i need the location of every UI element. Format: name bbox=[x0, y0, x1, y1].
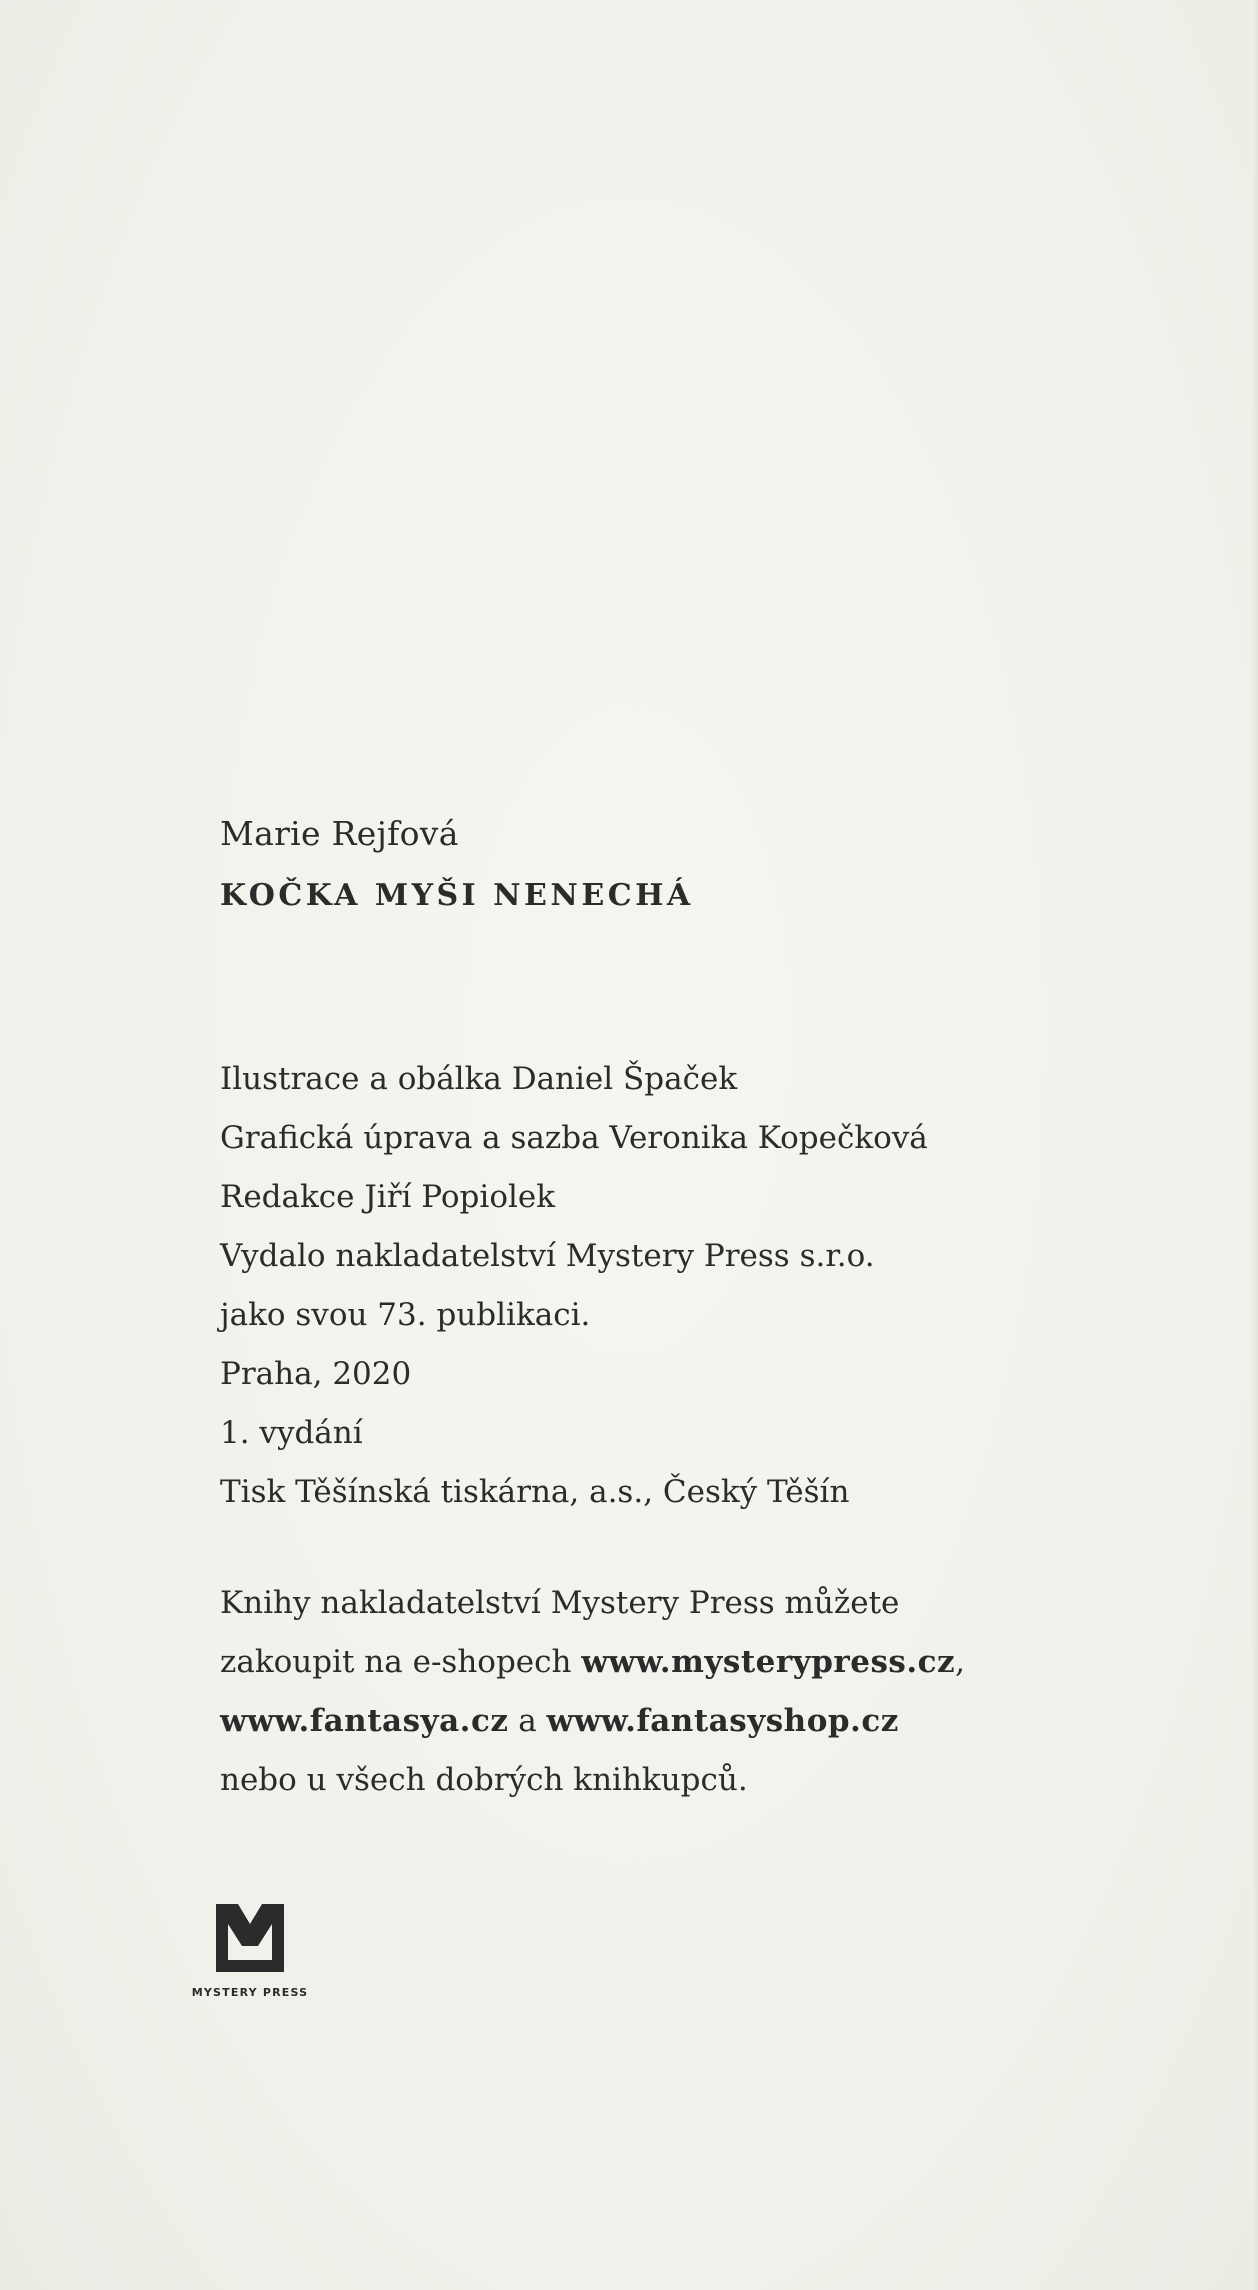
credits-block bbox=[220, 1050, 1120, 1522]
url-fantasya[interactable]: www.fantasya.cz bbox=[220, 1703, 509, 1739]
credit-line-publication-number: jako svou 73. publikaci. bbox=[220, 1297, 591, 1333]
url-fantasyshop[interactable]: www.fantasyshop.cz bbox=[546, 1703, 899, 1739]
page-edge bbox=[1250, 0, 1258, 2290]
shop-info bbox=[220, 1574, 1120, 1810]
shop-line-2-text: zakoupit na e-shopech bbox=[220, 1644, 582, 1680]
credit-line-illustration: Ilustrace a obálka Daniel Špaček bbox=[220, 1061, 738, 1097]
url-mysterypress[interactable]: www.mysterypress.cz bbox=[581, 1644, 956, 1680]
shop-line-4: nebo u všech dobrých knihkupců. bbox=[220, 1762, 748, 1798]
shop-line-1: Knihy nakladatelství Mystery Press můžete bbox=[220, 1585, 900, 1621]
author-name: Marie Rejfová bbox=[220, 814, 459, 853]
credit-line-edition: 1. vydání bbox=[220, 1415, 363, 1451]
credit-line-typesetting: Grafická úprava a sazba Veronika Kopečková bbox=[220, 1120, 928, 1156]
credit-line-publisher: Vydalo nakladatelství Mystery Press s.r.o. bbox=[220, 1238, 875, 1274]
shop-line-3-conjunction: a bbox=[508, 1703, 547, 1739]
credit-line-editor: Redakce Jiří Popiolek bbox=[220, 1179, 556, 1215]
mystery-press-m-logo-icon bbox=[214, 1902, 286, 1974]
shop-line-3 bbox=[220, 1692, 1120, 1751]
publisher-logo bbox=[190, 1902, 310, 1999]
credit-line-place-year: Praha, 2020 bbox=[220, 1356, 412, 1392]
shop-line-2-comma: , bbox=[955, 1644, 965, 1680]
shop-line-2 bbox=[220, 1633, 1120, 1692]
logo-text: MYSTERY PRESS bbox=[191, 1986, 309, 1999]
book-title: KOČKA MYŠI NENECHÁ bbox=[220, 878, 694, 913]
credit-line-printer: Tisk Těšínská tiskárna, a.s., Český Těšín bbox=[220, 1474, 850, 1510]
